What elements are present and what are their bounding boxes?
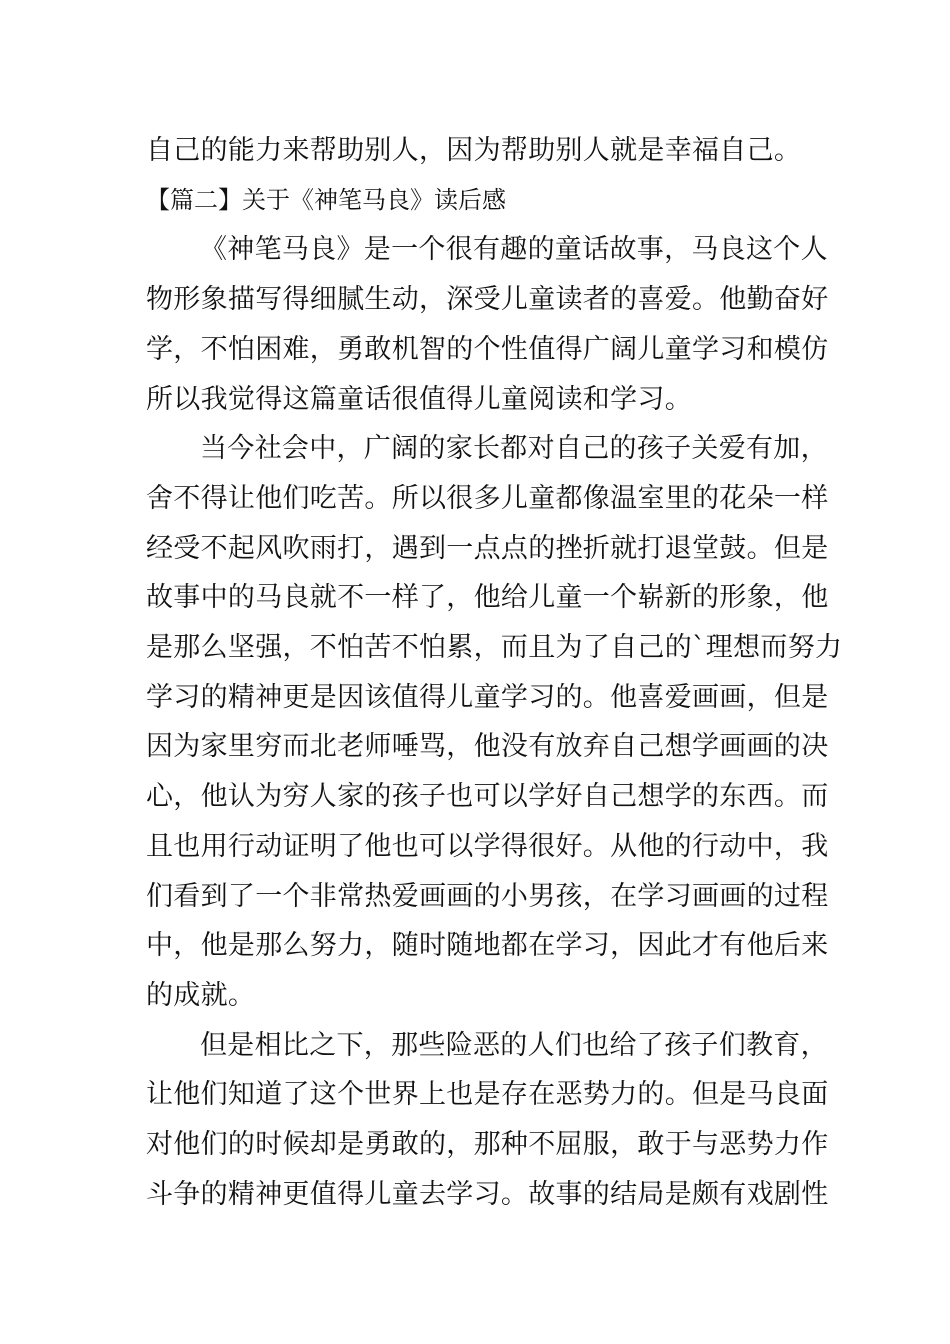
- text-line: 所以我觉得这篇童话很值得儿童阅读和学习。: [146, 383, 692, 415]
- text-line: 对他们的时候却是勇敢的，那种不屈服，敢于与恶势力作: [146, 1129, 829, 1161]
- paragraph-first-line: 但是相比之下，那些险恶的人们也给了孩子们教育，: [200, 1029, 828, 1061]
- paragraph-first-line: 当今社会中，广阔的家长都对自己的孩子关爱有加，: [200, 433, 828, 465]
- text-line: 故事中的马良就不一样了，他给儿童一个崭新的形象，他: [146, 582, 829, 614]
- document-body: [146, 126, 843, 1219]
- text-line: 学习的精神更是因该值得儿童学习的。他喜爱画画，但是: [146, 681, 829, 713]
- section-heading: 【篇二】关于《神笔马良》读后感: [146, 185, 506, 214]
- text-line: 经受不起风吹雨打，遇到一点点的挫折就打退堂鼓。但是: [146, 532, 829, 564]
- text-line: 的成就。: [146, 979, 256, 1011]
- paragraph-first-line: 《神笔马良》是一个很有趣的童话故事，马良这个人: [200, 234, 828, 266]
- text-line: 中，他是那么努力，随时随地都在学习，因此才有他后来: [146, 930, 829, 962]
- text-line: 学，不怕困难，勇敢机智的个性值得广阔儿童学习和模仿: [146, 333, 829, 365]
- text-line: 们看到了一个非常热爱画画的小男孩，在学习画画的过程: [146, 880, 829, 912]
- text-line: 因为家里穷而北老师唾骂，他没有放弃自己想学画画的决: [146, 731, 829, 763]
- text-line: 且也用行动证明了他也可以学得很好。从他的行动中，我: [146, 830, 829, 862]
- text-line: 舍不得让他们吃苦。所以很多儿童都像温室里的花朵一样: [146, 482, 829, 514]
- text-line: 是那么坚强，不怕苦不怕累，而且为了自己的`理想而努力: [146, 632, 843, 664]
- text-line: 自己的能力来帮助别人，因为帮助别人就是幸福自己。: [146, 135, 802, 166]
- text-line: 斗争的精神更值得儿童去学习。故事的结局是颇有戏剧性: [146, 1178, 829, 1210]
- text-line: 心，他认为穷人家的孩子也可以学好自己想学的东西。而: [146, 781, 829, 813]
- text-line: 让他们知道了这个世界上也是存在恶势力的。但是马良面: [146, 1079, 829, 1111]
- text-line: 物形象描写得细腻生动，深受儿童读者的喜爱。他勤奋好: [146, 284, 829, 316]
